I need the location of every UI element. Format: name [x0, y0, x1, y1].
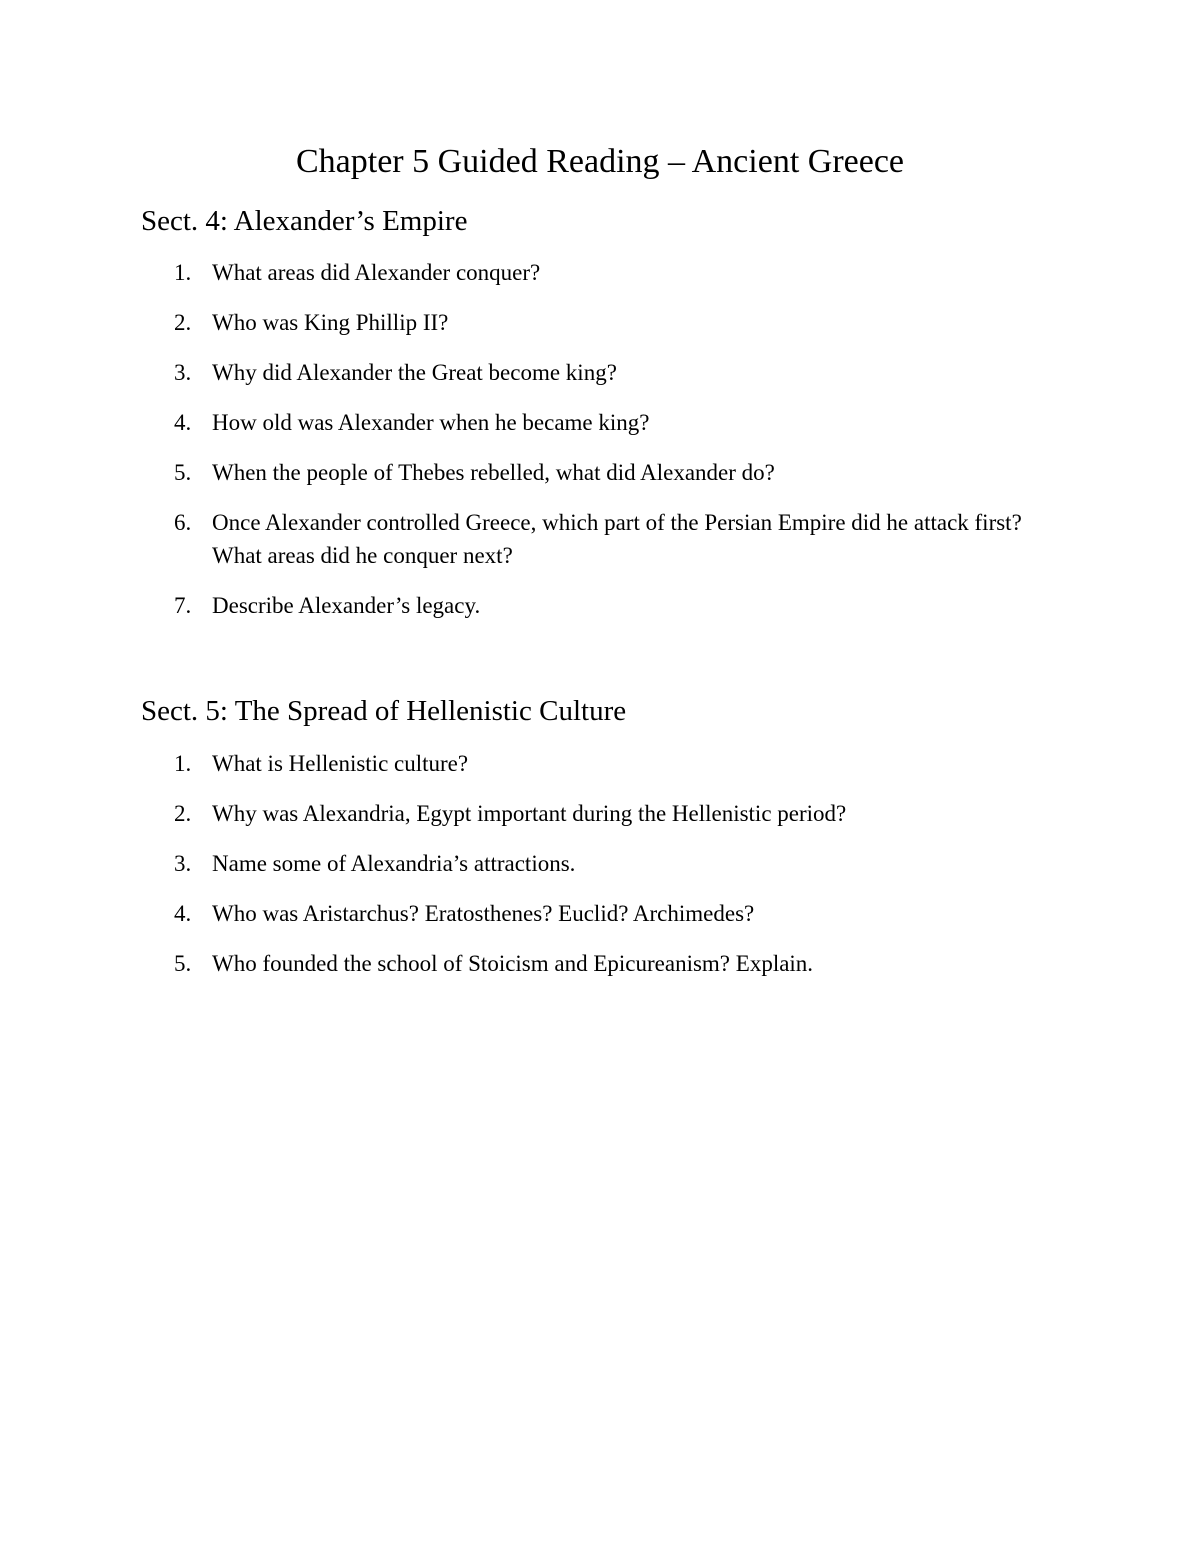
question-item [0, 947, 1200, 980]
question-text: Name some of Alexandria’s attractions. [212, 851, 576, 876]
question-text: Who founded the school of Stoicism and Epicureanism? Explain. [212, 951, 814, 976]
question-text: Who was King Phillip II? [212, 310, 449, 335]
question-number: 4. [174, 901, 192, 926]
question-text: Once Alexander controlled Greece, which part of the Persian Empire did he attack first? What areas did he conquer next? [212, 510, 1022, 568]
question-number: 5. [174, 951, 192, 976]
question-text: How old was Alexander when he became king? [212, 410, 650, 435]
question-item [0, 797, 1200, 830]
question-text: What areas did Alexander conquer? [212, 260, 541, 285]
question-text: What is Hellenistic culture? [212, 751, 469, 776]
page-title: Chapter 5 Guided Reading – Ancient Greece [295, 143, 904, 180]
question-item [0, 256, 1200, 289]
question-item [0, 306, 1200, 339]
question-item [0, 456, 1200, 489]
question-text: Describe Alexander’s legacy. [212, 593, 481, 618]
section-heading-sect-5: Sect. 5: The Spread of Hellenistic Culture [141, 695, 627, 727]
question-text: Who was Aristarchus? Eratosthenes? Euclid? Archimedes? [212, 901, 755, 926]
question-list-sect-5 [0, 747, 1200, 997]
question-number: 7. [174, 593, 192, 618]
question-item [0, 589, 1200, 622]
section-heading-sect-4: Sect. 4: Alexander’s Empire [141, 205, 468, 237]
question-item [0, 406, 1200, 439]
question-number: 2. [174, 310, 192, 335]
question-number: 3. [174, 360, 192, 385]
question-number: 4. [174, 410, 192, 435]
question-text: When the people of Thebes rebelled, what did Alexander do? [212, 460, 775, 485]
question-item [0, 747, 1200, 780]
question-text: Why did Alexander the Great become king? [212, 360, 617, 385]
question-number: 6. [174, 510, 192, 535]
question-item [0, 356, 1200, 389]
question-list-sect-4 [0, 256, 1200, 639]
question-text: Why was Alexandria, Egypt important during the Hellenistic period? [212, 801, 847, 826]
question-item [0, 847, 1200, 880]
question-number: 5. [174, 460, 192, 485]
question-number: 1. [174, 260, 192, 285]
question-number: 2. [174, 801, 192, 826]
question-item [0, 506, 1200, 572]
question-number: 1. [174, 751, 192, 776]
question-item [0, 897, 1200, 930]
question-number: 3. [174, 851, 192, 876]
